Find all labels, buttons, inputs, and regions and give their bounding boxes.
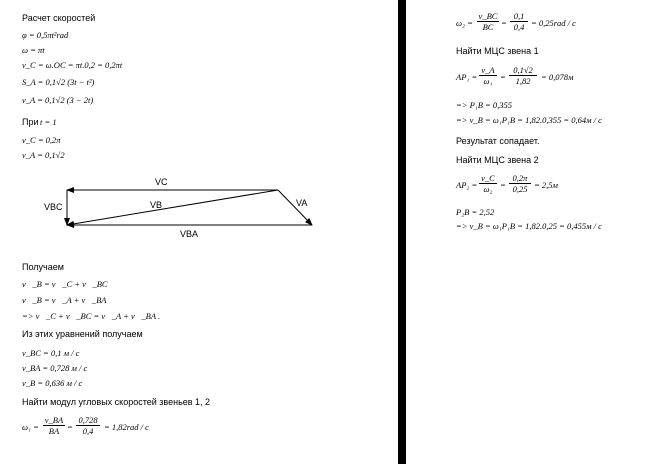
ap1-fraction-1 [478,65,498,86]
omega2-fraction-1 [476,11,500,32]
vector-equation-3: => v⃗_C + v⃗_BC = v⃗_A + v⃗_BA . [22,311,161,321]
ap2-equals: = [500,180,506,190]
ap1-left: AP₁ = [456,72,478,82]
omega2-den-1: BC [477,21,499,32]
equation-phi: φ = 0,5πt²rad [22,30,69,40]
p1b-line: => P₁B = 0,355 [456,100,513,110]
omega1-den-2: 0,4 [76,425,100,436]
ap2-fraction-2 [508,173,532,194]
vector-equation-2: v⃗_B = v⃗_A + v⃗_BA [22,295,107,305]
ap1-equals: = [500,72,506,82]
ap2-num-2: 0,2π [512,173,528,183]
find-mcs1-heading: Найти МЦС звена 1 [456,46,539,56]
obtained-label: Получаем [22,262,64,272]
omega1-num-2: 0,728 [78,415,98,425]
omega1-fraction-1 [42,415,66,436]
label-va: VA [296,198,308,208]
from-equations-label: Из этих уравнений получаем [22,329,143,339]
velocity-diagram [0,170,398,240]
vb-check2-line: => v_B = ω₁P₁B = 1,82.0,25 = 0,455м / с [456,221,602,231]
vector-equation-1: v⃗_B = v⃗_C + v⃗_BC [22,279,108,289]
result-vba: v_BA = 0,728 м / с [22,363,88,373]
ap1-num-1: v_A [481,65,495,75]
omega1-den-1: BA [43,425,65,436]
omega1-fraction-2 [75,415,101,436]
ap1-result: = 0,078м [541,72,574,82]
ap1-fraction-2 [508,65,538,86]
label-vbc: VBC [44,202,63,212]
ap2-den-2: 0,25 [509,183,531,194]
omega2-left: ω₂ = [456,18,473,28]
omega1-equals: = [67,422,73,432]
result-vbc: v_BC = 0,1 м / с [22,348,80,358]
find-mcs2-heading: Найти МЦС звена 2 [456,155,539,165]
ap1-den-2: 1,82 [509,75,537,86]
value-vc: v_C = 0,2π [22,135,61,145]
at-value: t = 1 [40,117,57,127]
vector-vb [67,190,278,225]
omega2-den-2: 0,4 [510,21,528,32]
ap2-left: AP₂ = [456,180,478,190]
find-angular-heading: Найти модул угловых скоростей звеньев 1, 2 [22,397,211,407]
ap2-result: = 2,5м [534,180,558,190]
ap2-fraction-1 [478,173,498,194]
omega1-result: = 1,82rad / c [104,422,149,432]
ap1-den-1: ω₁ [479,75,497,86]
equation-omega: ω = πt [22,45,45,55]
ap2-num-1: v_C [481,173,495,183]
page-separator [398,0,406,464]
omega2-num-2: 0,1 [513,11,525,21]
ap2-den-1: ω₂ [479,183,497,194]
label-vba: VBA [180,229,199,239]
omega2-result: = 0,25rad / c [531,18,576,28]
equation-va: v_A = 0,1√2 (3 − 2t) [22,95,94,105]
omega2-num-1: v_BC [478,11,498,21]
label-vc: VC [155,177,168,187]
vb-check-line: => v_B = ω₁P₁B = 1,82.0,355 = 0,64м / с [456,115,602,125]
equation-vc: v_C = ω.OC = πt.0,2 = 0,2πt [22,60,123,70]
omega1-left: ω₁ = [22,422,39,432]
omega2-equals: = [501,18,507,28]
result-vb: v_B = 0,636 м / с [22,378,83,388]
p2b-line: P₂B = 2,52 [456,207,495,217]
value-va: v_A = 0,1√2 [22,150,65,160]
omega1-num-1: v_BA [44,415,64,425]
equation-sa: S_A = 0,1√2 (3t − t²) [22,77,95,87]
result-match-text: Результат сопадает. [456,136,540,146]
omega2-fraction-2 [509,11,529,32]
section-heading: Расчет скоростей [22,13,96,23]
ap1-num-2: 0,1√2 [513,65,533,75]
at-label: При [22,117,39,127]
label-vb: VB [150,200,163,210]
